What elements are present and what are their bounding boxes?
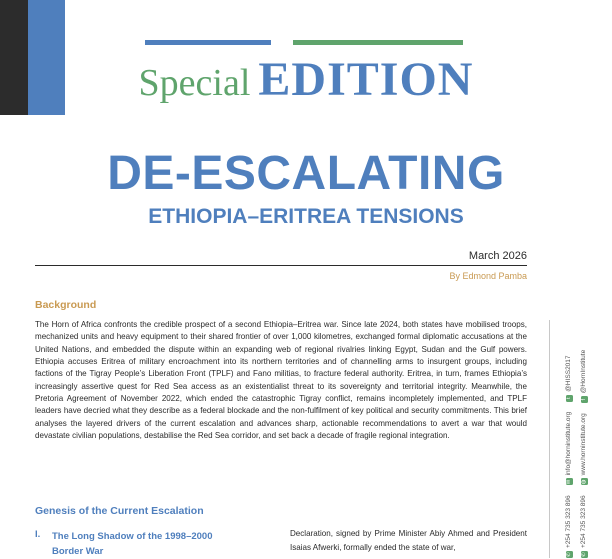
special-edition-title bbox=[0, 52, 612, 107]
section-title: The Long Shadow of the 1998–2000 Border War bbox=[52, 531, 213, 557]
facebook-icon: f bbox=[581, 396, 588, 403]
website-link[interactable]: www.horninstitute.org bbox=[580, 413, 587, 476]
date-divider bbox=[35, 265, 527, 266]
subheadline: ETHIOPIA–ERITREA TENSIONS bbox=[148, 205, 464, 228]
author-byline: By Edmond Pamba bbox=[449, 271, 527, 281]
phone-2: +254 735 323 896 bbox=[580, 495, 587, 548]
genesis-heading: Genesis of the Current Escalation bbox=[35, 505, 204, 517]
special-word: Special bbox=[138, 62, 251, 104]
column-two-text: Declaration, signed by Prime Minister Abiy Ahmed and President Isaias Afwerki, formally ended the state of war, bbox=[290, 529, 527, 553]
phone-1: +254 735 323 896 bbox=[565, 495, 572, 548]
email-icon: ✉ bbox=[565, 479, 572, 485]
header-green-rule bbox=[293, 40, 463, 45]
twitter-handle[interactable]: @HISS2017 bbox=[565, 355, 572, 392]
email-link[interactable]: info@horninstitute.org bbox=[565, 411, 572, 476]
issue-date: March 2026 bbox=[468, 250, 527, 262]
header-blue-rule bbox=[145, 40, 271, 45]
headline: DE-ESCALATING bbox=[107, 147, 505, 200]
sidebar-contact-column-2 bbox=[578, 320, 590, 558]
sidebar-contact-column-1 bbox=[563, 320, 575, 558]
globe-icon: ◍ bbox=[580, 479, 587, 485]
section-number: I. bbox=[35, 529, 41, 540]
sidebar-divider bbox=[549, 320, 550, 558]
edition-word: EDITION bbox=[258, 53, 474, 106]
phone-icon: ✆ bbox=[580, 552, 587, 557]
background-paragraph: The Horn of Africa confronts the credible prospect of a second Ethiopia–Eritrea war. Since late 2024, both states have mobilised troops, mechanized units and heavy equipment to their shared frontier of over 1,000 kilometres, exchanged formal diplomatic accusations at the United Nations, and embedded the dispute within an expanding web of regional rivalries linking Egypt, Sudan and the Gulf powers. Ethiopia accuses Eritrea of military encroachment into its northern territories and of channelling arms to insurgent groups, including factions of the Tigray People’s Liberation Front (TPLF) and Fano militias, to fracture federal authority. Eritrea, in turn, frames Ethiopia’s increasingly assertive quest for Red Sea access as an existentialist threat to its sovereignty and territorial integrity. Meanwhile, the Pretoria Agreement of November 2022, which ended the catastrophic Tigray conflict, remains incompletely implemented, and TPLF leaders have decried what they describe as a federal blockade and the non-fulfilment of key political and security commitments. This brief analyses the layered drivers of the current escalation and advances sharp, actionable recommendations to avert a war that would devastate civilian populations, destabilise the Red Sea corridor, and set back a decade of fragile regional integration. bbox=[35, 320, 527, 441]
facebook-handle[interactable]: @HornInstitute bbox=[580, 349, 587, 394]
background-heading: Background bbox=[35, 299, 97, 311]
twitter-icon: t bbox=[566, 395, 573, 402]
phone-icon: ✆ bbox=[565, 552, 572, 557]
